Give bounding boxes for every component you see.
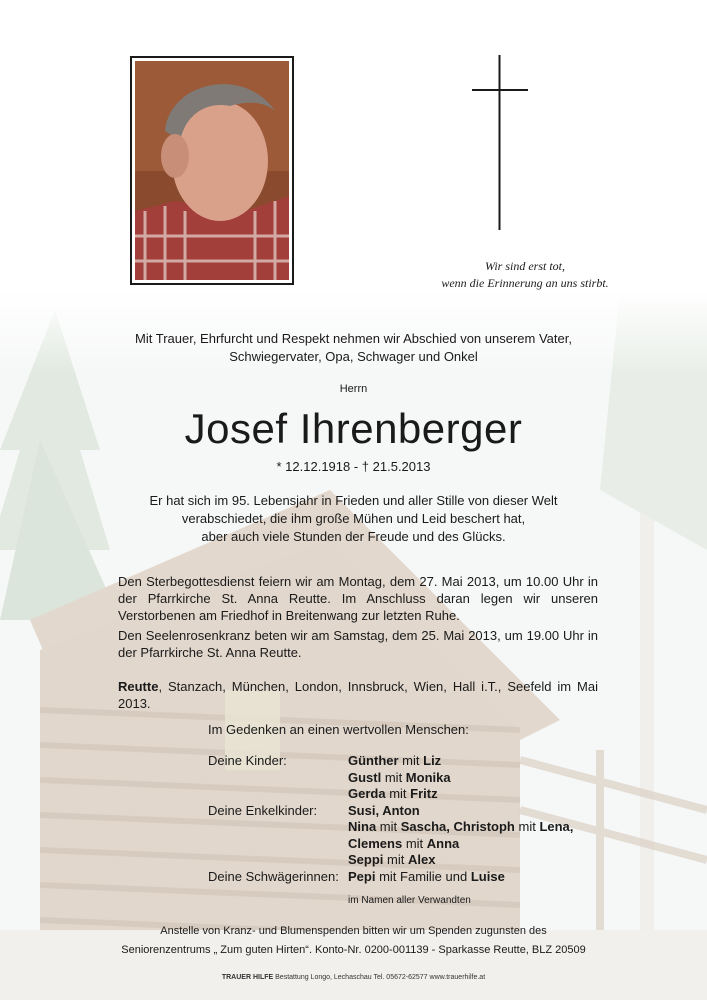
children-label: Deine Kinder: bbox=[208, 753, 287, 768]
family-entry: Gerda mit Fritz bbox=[348, 786, 438, 801]
family-entry: Nina mit Sascha, Christoph mit Lena, bbox=[348, 819, 574, 834]
family-entry: Susi, Anton bbox=[348, 802, 420, 818]
life-line-3: aber auch viele Stunden der Freude und des Glücks. bbox=[201, 529, 506, 544]
family-list bbox=[208, 753, 573, 885]
life-text bbox=[60, 492, 647, 546]
family-row bbox=[208, 786, 573, 803]
footer-text: Bestattung Longo, Lechaschau Tel. 05672-62577 www.trauerhilfe.at bbox=[273, 974, 486, 981]
salutation: Herrn bbox=[339, 383, 368, 395]
quote-line-2: wenn die Erinnerung an uns stirbt. bbox=[441, 276, 609, 290]
family-row bbox=[208, 770, 573, 787]
donation-text bbox=[60, 922, 647, 960]
family-row bbox=[208, 753, 573, 770]
family-row bbox=[208, 836, 573, 853]
intro-line-1: Mit Trauer, Ehrfurcht und Respekt nehmen wir Abschied von unserem Vater, bbox=[135, 331, 572, 346]
family-entry: Seppi mit Alex bbox=[348, 852, 436, 867]
footer-brand: TRAUER HILFE bbox=[221, 974, 274, 981]
places-rest: , Stanzach, München, London, Innsbruck, Wien, Hall i.T., Seefeld im Mai 2013. bbox=[118, 679, 598, 711]
portrait-photo bbox=[130, 56, 294, 285]
life-line-2: verabschiedet, die ihm große Mühen und Leid beschert hat, bbox=[181, 511, 526, 526]
family-entry: Clemens mit Anna bbox=[348, 835, 460, 851]
rosary-text: Den Seelenrosenkranz beten wir am Samstag, dem 25. Mai 2013, um 19.00 Uhr in der Pfarrkirche St. Anna Reutte. bbox=[118, 628, 598, 660]
donation-line-2: Seniorenzentrums „ Zum guten Hirten“. Konto-Nr. 0200-001139 - Sparkasse Reutte, BLZ 20509 bbox=[121, 944, 586, 956]
footer-imprint bbox=[60, 974, 647, 981]
intro-line-2: Schwiegervater, Opa, Schwager und Onkel bbox=[229, 349, 478, 364]
life-dates: * 12.12.1918 - † 21.5.2013 bbox=[276, 459, 431, 474]
life-line-1: Er hat sich im 95. Lebensjahr in Frieden und aller Stille von dieser Welt bbox=[149, 493, 558, 508]
relatives-note: im Namen aller Verwandten bbox=[348, 895, 471, 906]
family-row bbox=[208, 852, 573, 869]
inlaws-label: Deine Schwägerinnen: bbox=[208, 868, 339, 884]
grandchildren-label: Deine Enkelkinder: bbox=[208, 802, 318, 818]
quote-line-1: Wir sind erst tot, bbox=[484, 259, 565, 273]
family-entry: Pepi mit Familie und Luise bbox=[348, 868, 505, 884]
intro-text bbox=[60, 330, 647, 366]
memorial-quote bbox=[380, 258, 670, 292]
cross-icon bbox=[472, 55, 528, 230]
deceased-name: Josef Ihrenberger bbox=[184, 405, 523, 452]
family-entry: Gustl mit Monika bbox=[348, 769, 451, 785]
family-entry: Günther mit Liz bbox=[348, 753, 442, 768]
family-row bbox=[208, 819, 573, 836]
donation-line-1: Anstelle von Kranz- und Blumenspenden bitten wir um Spenden zugunsten des bbox=[160, 925, 547, 937]
memory-heading: Im Gedenken an einen wertvollen Menschen: bbox=[208, 722, 469, 737]
family-row bbox=[208, 869, 573, 886]
places-line bbox=[118, 678, 598, 712]
family-row bbox=[208, 803, 573, 820]
funeral-service-text: Den Sterbegottesdienst feiern wir am Montag, dem 27. Mai 2013, um 10.00 Uhr in der Pfarrkirche St. Anna Reutte. Im Anschluss daran legen wir unseren Verstorbenen am Friedhof in Breitenwang zur letzten Ruhe. bbox=[118, 574, 598, 623]
places-first: Reutte bbox=[118, 679, 159, 694]
